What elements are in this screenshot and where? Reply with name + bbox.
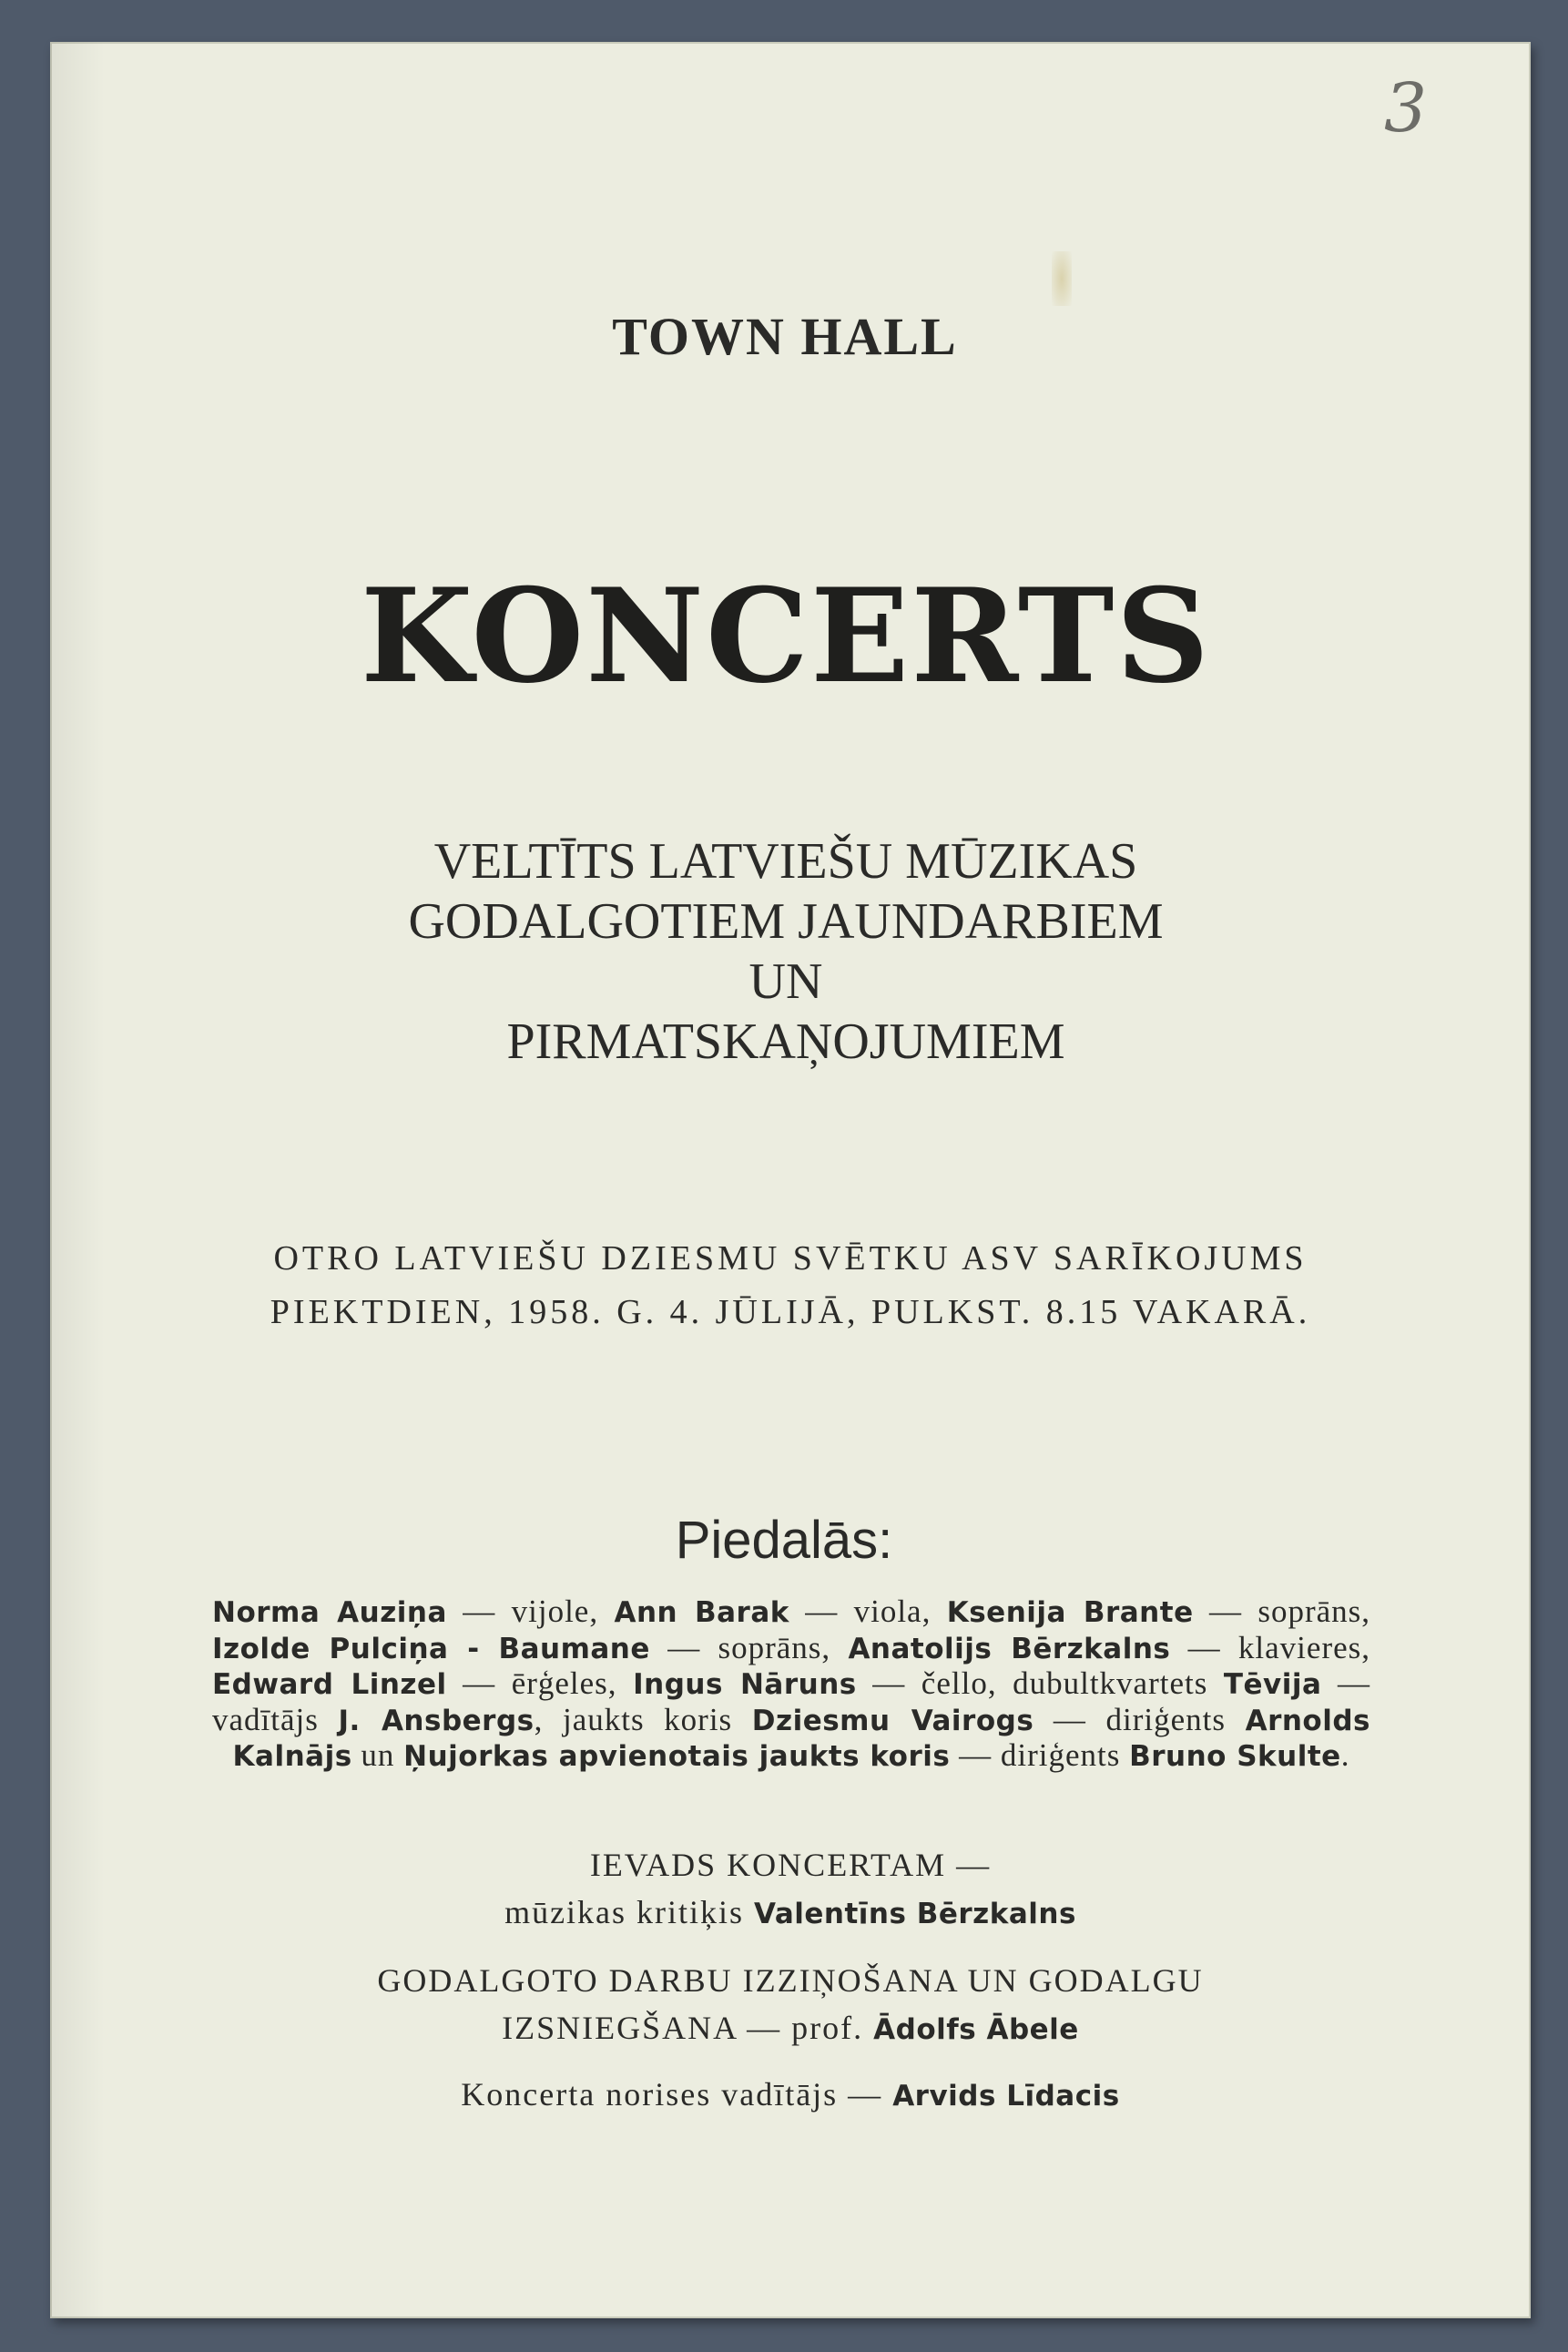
- participant-name: J. Ansbergs: [338, 1704, 535, 1737]
- participant-role: — diriģents: [1033, 1701, 1246, 1737]
- participant-name: Ksenija Brante: [946, 1596, 1194, 1629]
- participant-name: Arnolds Kalnājs: [232, 1704, 1370, 1773]
- intro-line-1: IEVADS KONCERTAM —: [589, 1847, 992, 1883]
- participant-name: Ann Barak: [614, 1596, 789, 1629]
- participant-role: — čello, dubultkvartets: [856, 1665, 1224, 1701]
- awards-role: IZSNIEGŠANA — prof.: [502, 2010, 874, 2046]
- ensemble-name: Ņujorkas apvienotais jaukts koris: [403, 1740, 951, 1773]
- participant-role: — diriģents: [950, 1737, 1130, 1773]
- handwritten-page-number: 3: [1384, 69, 1428, 148]
- participant-name: Edward Linzel: [212, 1668, 447, 1701]
- participants-heading: Piedalās:: [675, 1511, 893, 1570]
- participant-end: .: [1340, 1737, 1350, 1773]
- intro-line-2: [50, 1893, 1531, 1931]
- awards-line-1: GODALGOTO DARBU IZZIŅOŠANA UN GODALGU: [377, 1962, 1204, 1999]
- participant-role: — soprāns,: [1193, 1593, 1371, 1629]
- participant-role: — ērģeles,: [446, 1665, 634, 1701]
- participant-name: Ingus Nāruns: [633, 1668, 857, 1701]
- event-date-line: PIEKTDIEN, 1958. G. 4. JŪLIJĀ, PULKST. 8.15 VAKARĀ.: [270, 1293, 1311, 1331]
- participant-name: Izolde Pulciņa - Baumane: [212, 1632, 650, 1665]
- participant-role: — klavieres,: [1170, 1629, 1371, 1665]
- awards-presenter-name: Ādolfs Ābele: [873, 2013, 1079, 2046]
- subtitle-line-4: PIRMATSKAŅOJUMIEM: [506, 1013, 1065, 1070]
- participant-role: un: [351, 1737, 404, 1773]
- participant-name: Anatolijs Bērzkalns: [848, 1632, 1171, 1665]
- subtitle-line-2: GODALGOTIEM JAUNDARBIEM: [408, 893, 1164, 950]
- event-line-1: OTRO LATVIEŠU DZIESMU SVĒTKU ASV SARĪKOJUMS: [273, 1239, 1308, 1278]
- intro-speaker-name: Valentīns Bērzkalns: [754, 1898, 1076, 1930]
- participant-name: Bruno Skulte: [1129, 1740, 1341, 1773]
- venue-heading: TOWN HALL: [612, 307, 958, 366]
- host-line: [50, 2075, 1531, 2113]
- participant-name: Norma Auziņa: [212, 1596, 447, 1629]
- subtitle-line-3: UN: [748, 953, 823, 1010]
- participant-role: , jaukts koris: [534, 1701, 752, 1737]
- awards-line-2: [50, 2009, 1531, 2047]
- participants-paragraph: [212, 1594, 1370, 1775]
- concert-title: KONCERTS: [360, 561, 1212, 712]
- intro-role: mūzikas kritiķis: [504, 1894, 755, 1930]
- participant-role: — soprāns,: [649, 1629, 849, 1665]
- host-role: Koncerta norises vadītājs —: [461, 2076, 893, 2113]
- ensemble-name: Dziesmu Vairogs: [751, 1704, 1034, 1737]
- program-page: [50, 42, 1531, 2318]
- participant-role: — vadītājs: [212, 1665, 1370, 1737]
- host-name: Arvids Līdacis: [892, 2080, 1120, 2113]
- participant-role: — vijole,: [446, 1593, 615, 1629]
- subtitle-line-1: VELTĪTS LATVIEŠU MŪZIKAS: [433, 833, 1138, 890]
- participant-role: — viola,: [789, 1593, 947, 1629]
- paper-stain: [1052, 251, 1072, 306]
- ensemble-name: Tēvija: [1223, 1668, 1322, 1701]
